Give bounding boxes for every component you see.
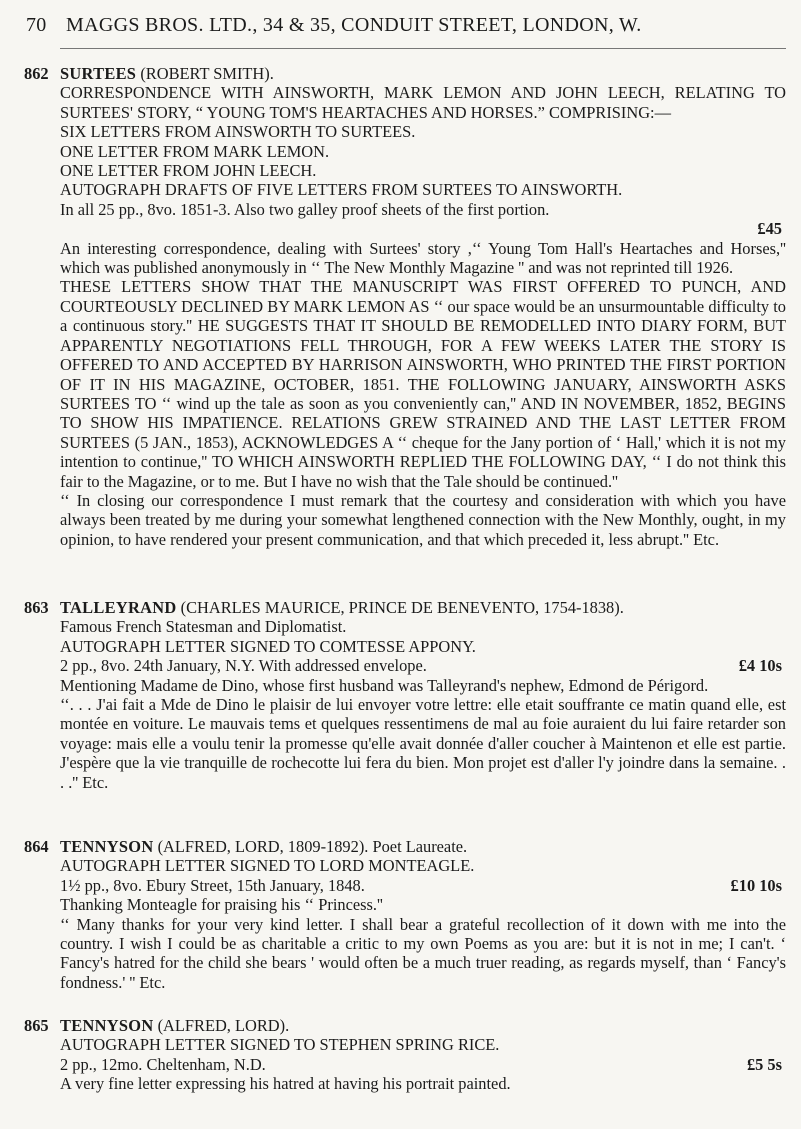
catalogue-entry-865 bbox=[24, 1016, 786, 1094]
description-paragraph: Thanking Monteagle for praising his ‘‘ Princess.'' bbox=[60, 895, 383, 915]
description-paragraph: A very fine letter expressing his hatred at having his portrait painted. bbox=[60, 1074, 511, 1094]
description-paragraph: ‘‘. . . J'ai fait a Mde de Dino le plaisir de lui envoyer votre lettre: elle etait souffrante ce matin quand elle, est montée en voiture. Le mauvais tems et quelques ressentimens de mal au foie auraient du lui faire retarder son voyage: mais elle a voulu tenir la promesse qu'elle avait donnée d'aller coucher à Maintenon et elle est partie. J'espère que la vie tranquille de rochecotte lui fera du bien. Mon projet est d'aller l'y joindre dans la semaine. . . .'' Etc. bbox=[60, 695, 786, 792]
item-title: AUTOGRAPH LETTER SIGNED TO STEPHEN SPRING RICE. bbox=[60, 1035, 500, 1055]
item-title: AUTOGRAPH LETTER SIGNED TO COMTESSE APPONY. bbox=[60, 636, 476, 656]
entry-name-rest: (ROBERT SMITH). bbox=[140, 64, 274, 83]
page-number: 70 bbox=[26, 14, 47, 36]
catalogue-entry-863 bbox=[24, 598, 786, 792]
description-paragraph: THESE LETTERS SHOW THAT THE MANUSCRIPT WAS FIRST OFFERED TO PUNCH, AND COURTEOUSLY DECLINED BY MARK LEMON AS ‘‘ our space would be an unsurmountable difficulty to a continuous story.'' HE SUGGESTS THAT IT SHOULD BE REMODELLED INTO DIARY FORM, BUT APPARENTLY NEGOTIATIONS FELL THROUGH, FOR A FEW WEEKS LATER THE STORY IS OFFERED TO AND ACCEPTED BY HARRISON AINSWORTH, WHO PRINTED THE FIRST PORTION OF IT IN HIS MAGAZINE, OCTOBER, 1851. THE FOLLOWING JANUARY, AINSWORTH ASKS SURTEES TO ‘‘ wind up the tale as soon as you conveniently can,'' AND IN NOVEMBER, 1852, BEGINS TO SHOW HIS IMPATIENCE. RELATIONS GREW STRAINED AND THE LAST LETTER FROM SURTEES (5 JAN., 1853), ACKNOWLEDGES A ‘‘ cheque for the Jany portion of ‘ Hall,' which it is not my intention to continue,'' TO WHICH AINSWORTH REPLIED THE FOLLOWING DAY, ‘‘ I do not think this fair to the Magazine, or to me. But I have no wish that the Tale should be continued.'' bbox=[60, 277, 786, 491]
item-line: ONE LETTER FROM MARK LEMON. bbox=[60, 141, 330, 161]
running-head bbox=[26, 14, 786, 37]
item-detail: 2 pp., 12mo. Cheltenham, N.D. bbox=[60, 1054, 266, 1074]
description-paragraph: An interesting correspondence, dealing with Surtees' story ,‘‘ Young Tom Hall's Heartaches and Horses,'' which was published anonymously in ‘‘ The New Monthly Magazine '' and was not reprinted till 1926. bbox=[60, 238, 786, 278]
item-price: £10 10s bbox=[730, 875, 782, 895]
entry-number: 864 bbox=[24, 837, 49, 856]
entry-name: TENNYSON bbox=[60, 1016, 154, 1035]
item-line: SIX LETTERS FROM AINSWORTH TO SURTEES. bbox=[60, 122, 416, 142]
entry-name-rest: (ALFRED, LORD, 1809-1892). Poet Laureate. bbox=[157, 837, 468, 856]
item-detail: In all 25 pp., 8vo. 1851-3. Also two galley proof sheets of the first portion. bbox=[60, 199, 550, 219]
item-price: £4 10s bbox=[738, 656, 782, 676]
item-price: £45 bbox=[757, 219, 782, 239]
entry-name: SURTEES bbox=[60, 64, 137, 83]
description-paragraph: Mentioning Madame de Dino, whose first husband was Talleyrand's nephew, Edmond de Périgord. bbox=[60, 675, 709, 695]
entry-name-rest: (ALFRED, LORD). bbox=[157, 1016, 290, 1035]
item-detail-row bbox=[24, 1055, 786, 1074]
item-detail: 2 pp., 8vo. 24th January, N.Y. With addressed envelope. bbox=[60, 656, 427, 676]
entry-number: 862 bbox=[24, 64, 49, 83]
item-detail-row bbox=[24, 876, 786, 895]
header-rule bbox=[60, 48, 786, 49]
entry-subtitle: Famous French Statesman and Diplomatist. bbox=[60, 617, 347, 637]
item-line: ONE LETTER FROM JOHN LEECH. bbox=[60, 161, 317, 181]
description-paragraph: ‘‘ Many thanks for your very kind letter. I shall bear a grateful recollection of it down with me into the country. I wish I could be as charitable a critic to my own Poems as you are: but it is not in me; I can't. ‘ Fancy's hatred for the child she bears ' would often be a much truer reading, as regards myself, than ‘ Fancy's fondness.' '' Etc. bbox=[60, 914, 786, 992]
entry-name: TALLEYRAND bbox=[60, 598, 177, 617]
description-paragraph: ‘‘ In closing our correspondence I must remark that the courtesy and consideration with which you have always been treated by me during your somewhat lengthened connection with the New Monthly, ought, in my opinion, to have rendered your present communication, and that which preceded it, less abrupt.'' Etc. bbox=[60, 490, 786, 549]
entry-name-rest: (CHARLES MAURICE, PRINCE DE BENEVENTO, 1754-1838). bbox=[180, 598, 624, 617]
item-line: AUTOGRAPH DRAFTS OF FIVE LETTERS FROM SURTEES TO AINSWORTH. bbox=[60, 180, 623, 200]
entry-name: TENNYSON bbox=[60, 837, 154, 856]
entry-number: 863 bbox=[24, 598, 49, 617]
item-title: CORRESPONDENCE WITH AINSWORTH, MARK LEMON AND JOHN LEECH, RELATING TO SURTEES' STORY, “ YOUNG TOM'S HEARTACHES AND HORSES.” COMPRISING:— bbox=[60, 83, 786, 122]
catalogue-entry-862 bbox=[24, 64, 786, 549]
item-detail-row bbox=[24, 656, 786, 675]
item-price: £5 5s bbox=[746, 1054, 782, 1074]
publisher-address: MAGGS BROS. LTD., 34 & 35, CONDUIT STREET, LONDON, W. bbox=[66, 14, 642, 36]
item-detail: 1½ pp., 8vo. Ebury Street, 15th January, 1848. bbox=[60, 875, 365, 895]
entry-number: 865 bbox=[24, 1016, 49, 1035]
catalogue-entry-864 bbox=[24, 837, 786, 992]
item-title: AUTOGRAPH LETTER SIGNED TO LORD MONTEAGLE. bbox=[60, 856, 475, 876]
